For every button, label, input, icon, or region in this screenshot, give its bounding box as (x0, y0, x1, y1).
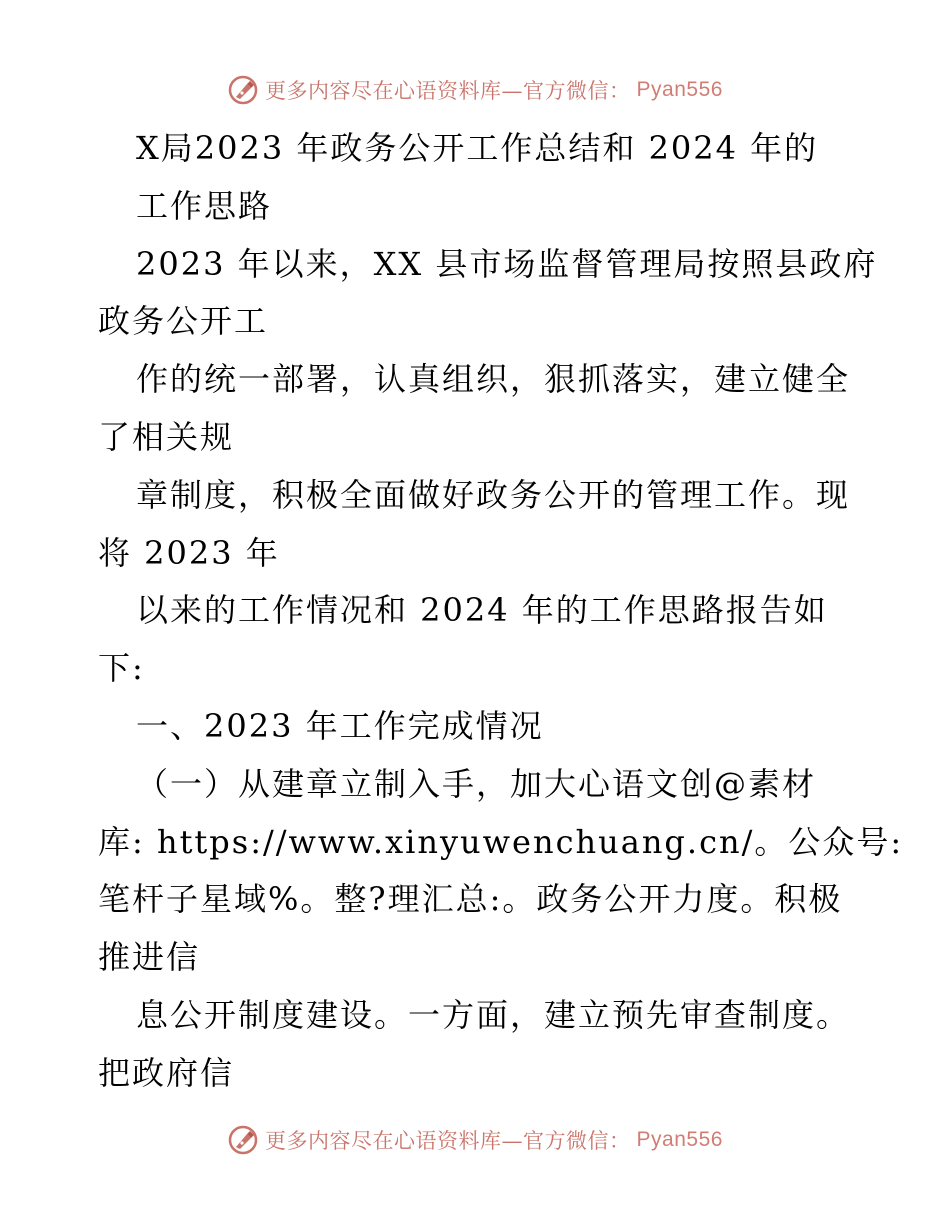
paragraph-line: 作的统一部署，认真组织，狠抓落实，建立健全 (136, 360, 851, 399)
paragraph-line: 库: https://www.xinyuwenchuang.cn/。公众号: (98, 822, 904, 861)
paragraph-line: 把政府信 (98, 1053, 235, 1092)
watermark-banner-top (0, 70, 950, 110)
subsection-heading-line: （一）从建章立制入手，加大心语文创@素材 (136, 764, 817, 803)
watermark-banner-bottom (0, 1120, 950, 1160)
paragraph-line: 笔杆子星域%。整?理汇总:。政务公开力度。积极 (98, 880, 843, 919)
paragraph-line: 推进信 (98, 938, 201, 977)
watermark-text: 更多内容尽在心语资料库—官方微信： (265, 1129, 631, 1153)
watermark-id: Pyan556 (636, 1128, 723, 1151)
watermark-id: Pyan556 (636, 78, 723, 101)
paragraph-line: 将 2023 年 (98, 533, 280, 572)
document-title-line-2: 工作思路 (136, 186, 273, 225)
paragraph-line: 以来的工作情况和 2024 年的工作思路报告如 (136, 591, 828, 630)
document-body (98, 120, 904, 1103)
paragraph-line: 2023 年以来，XX 县市场监督管理局按照县政府 (136, 244, 878, 283)
paragraph-line: 下: (98, 649, 145, 688)
pen-nib-logo-icon (227, 1124, 259, 1156)
watermark-text: 更多内容尽在心语资料库—官方微信： (265, 79, 631, 103)
paragraph-line: 息公开制度建设。一方面，建立预先审查制度。 (136, 995, 851, 1034)
section-heading: 一、2023 年工作完成情况 (136, 706, 544, 745)
pen-nib-logo-icon (227, 74, 259, 106)
paragraph-line: 了相关规 (98, 417, 235, 456)
paragraph-line: 政务公开工 (98, 302, 269, 341)
paragraph-line: 章制度，积极全面做好政务公开的管理工作。现 (136, 475, 851, 514)
document-title-line-1: X局2023 年政务公开工作总结和 2024 年的 (136, 129, 819, 167)
